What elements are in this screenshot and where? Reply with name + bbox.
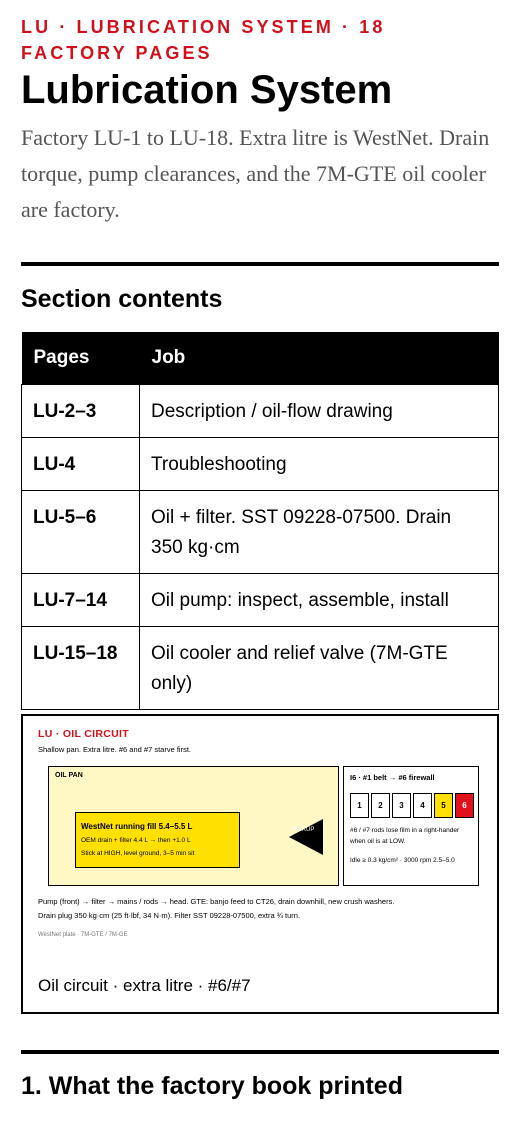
fill-spec-line: OEM drain + filter 4.4 L → then +1.0 L bbox=[81, 837, 191, 844]
cylinder-2: 2 bbox=[371, 793, 390, 818]
oil-circuit-figure bbox=[21, 714, 499, 1014]
job-cell: Troubleshooting bbox=[140, 438, 499, 491]
figure-caption: Oil circuit · extra litre · #6/#7 bbox=[38, 976, 251, 995]
pickup-label: PICKUP bbox=[292, 827, 315, 833]
table-row bbox=[22, 627, 499, 710]
i6-title: I6 · #1 belt → #6 firewall bbox=[350, 773, 435, 782]
contents-heading: Section contents bbox=[21, 285, 223, 313]
cylinder-5: 5 bbox=[434, 793, 453, 818]
table-row bbox=[22, 438, 499, 491]
page-title: Lubrication System bbox=[21, 68, 393, 112]
table-row bbox=[22, 385, 499, 438]
cylinder-3: 3 bbox=[392, 793, 411, 818]
fill-spec-box bbox=[75, 812, 240, 868]
oil-pan-label: OIL PAN bbox=[55, 772, 83, 779]
pages-cell: LU-2–3 bbox=[22, 385, 140, 438]
contents-table bbox=[21, 332, 499, 710]
cylinder-4: 4 bbox=[413, 793, 432, 818]
job-cell: Oil + filter. SST 09228-07500. Drain 350 kg·cm bbox=[140, 491, 499, 574]
figure-title: LU · OIL CIRCUIT bbox=[38, 728, 129, 740]
oil-pan-diagram bbox=[48, 766, 339, 886]
pages-cell: LU-7–14 bbox=[22, 574, 140, 627]
pickup-arrow-icon bbox=[289, 819, 323, 855]
figure-subtitle: Shallow pan. Extra litre. #6 and #7 starve first. bbox=[38, 745, 191, 754]
column-header-job: Job bbox=[140, 332, 499, 385]
table-row bbox=[22, 491, 499, 574]
pages-cell: LU-4 bbox=[22, 438, 140, 491]
section-divider bbox=[21, 1050, 499, 1054]
plate-credit: WestNet plate · 7M-GTE / 7M-GE bbox=[38, 932, 128, 938]
i6-note: #6 / #7 rods lose film in a right-hander when oil is at LOW. bbox=[350, 827, 460, 845]
cylinder-6: 6 bbox=[455, 793, 474, 818]
flow-description: Pump (front) → filter → mains / rods → head. GTE: banjo feed to CT26, drain downhill, new crush washers. bbox=[38, 897, 395, 906]
section-eyebrow: LU · LUBRICATION SYSTEM · 18 FACTORY PAGES bbox=[21, 17, 386, 63]
i6-idle-spec: Idle ≥ 0.3 kg/cm² · 3000 rpm 2.5–5.0 bbox=[350, 857, 455, 864]
drain-spec: Drain plug 350 kg·cm (25 ft·lbf, 34 N·m). Filter SST 09228-07500, extra ¾ turn. bbox=[38, 911, 301, 920]
pages-cell: LU-5–6 bbox=[22, 491, 140, 574]
table-header-row bbox=[22, 332, 499, 385]
i6-cylinder-diagram bbox=[343, 766, 479, 886]
cylinder-1: 1 bbox=[350, 793, 369, 818]
job-cell: Oil pump: inspect, assemble, install bbox=[140, 574, 499, 627]
section-divider bbox=[21, 262, 499, 266]
pages-cell: LU-15–18 bbox=[22, 627, 140, 710]
page-lede: Factory LU-1 to LU-18. Extra litre is WestNet. Drain torque, pump clearances, and the 7M-GTE oil cooler are factory. bbox=[21, 125, 490, 222]
section-1-heading: 1. What the factory book printed bbox=[21, 1072, 403, 1100]
table-row bbox=[22, 574, 499, 627]
column-header-pages: Pages bbox=[22, 332, 140, 385]
fill-spec-title: WestNet running fill 5.4–5.5 L bbox=[81, 822, 193, 831]
job-cell: Description / oil-flow drawing bbox=[140, 385, 499, 438]
fill-spec-line: Stick at HIGH, level ground, 3–5 min sit bbox=[81, 850, 195, 857]
job-cell: Oil cooler and relief valve (7M-GTE only) bbox=[140, 627, 499, 710]
